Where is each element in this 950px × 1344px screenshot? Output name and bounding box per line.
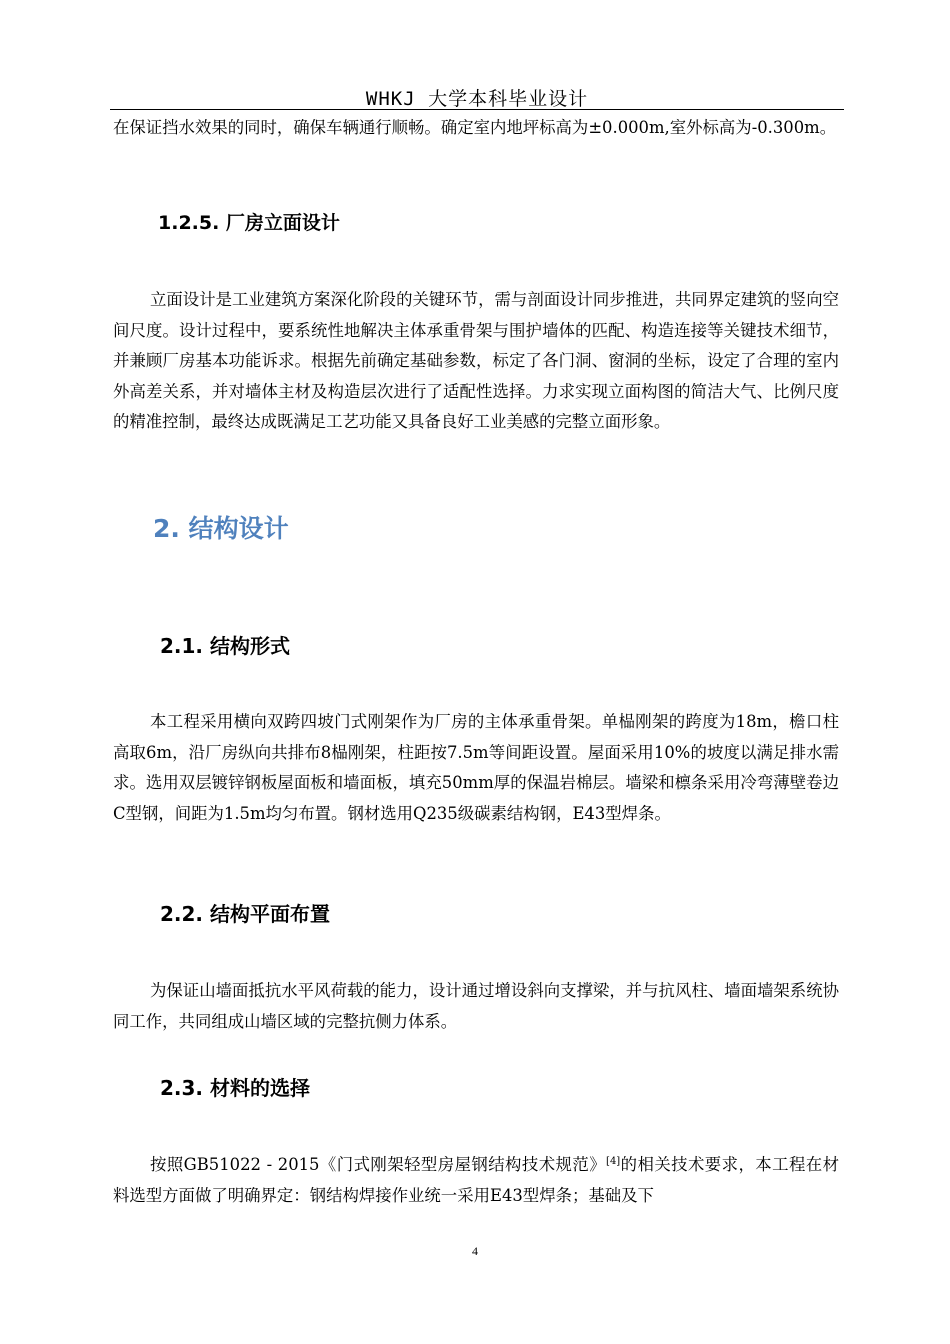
heading-1-2-5: 1.2.5. 厂房立面设计 [158,212,340,234]
heading-2-3: 2.3. 材料的选择 [160,1076,310,1100]
paragraph-material-part-b: 的相关技术要求，本工程在材料选型方面做了明确界定：钢结构焊接作业统一采用E43型焊条；基础及下 [113,1155,840,1205]
paragraph-structure-form: 本工程采用横向双跨四坡门式刚架作为厂房的主体承重骨架。单榀刚架的跨度为18m，檐口柱高取6m，沿厂房纵向共排布8榀刚架，柱距按7.5m等间距设置。屋面采用10%的坡度以满足排水需求。选用双层镀锌钢板屋面板和墙面板，填充50mm厚的保温岩棉层。墙梁和檩条采用冷弯薄壁卷边C型钢，间距为1.5m均匀布置。钢材选用Q235级碳素结构钢，E43型焊条。 [113,712,839,823]
heading-2-1: 2.1. 结构形式 [160,634,290,658]
paragraph-top: 在保证挡水效果的同时，确保车辆通行顺畅。确定室内地坪标高为±0.000m,室外标高为-0.300m。 [113,118,837,137]
page-header: WHKJ 大学本科毕业设计 [365,88,589,110]
heading-2-2: 2.2. 结构平面布置 [160,902,330,926]
page-number: 4 [472,1244,478,1258]
paragraph-facade: 立面设计是工业建筑方案深化阶段的关键环节，需与剖面设计同步推进，共同界定建筑的竖向空间尺度。设计过程中，要系统性地解决主体承重骨架与围护墙体的匹配、构造连接等关键技术细节，并兼顾厂房基本功能诉求。根据先前确定基础参数，标定了各门洞、窗洞的坐标，设定了合理的室内外高差关系，并对墙体主材及构造层次进行了适配性选择。力求实现立面构图的简洁大气、比例尺度的精准控制，最终达成既满足工艺功能又具备良好工业美感的完整立面形象。 [113,290,839,431]
header-rule [110,109,844,110]
paragraph-material-part-a: 按照GB51022 - 2015《门式刚架轻型房屋钢结构技术规范》 [150,1155,607,1174]
paragraph-material [113,1150,839,1211]
heading-2: 2. 结构设计 [153,514,289,543]
citation-ref[interactable]: [4] [606,1156,621,1167]
paragraph-layout: 为保证山墙面抵抗水平风荷载的能力，设计通过增设斜向支撑梁，并与抗风柱、墙面墙架系统协同工作，共同组成山墙区域的完整抗侧力体系。 [113,981,839,1031]
